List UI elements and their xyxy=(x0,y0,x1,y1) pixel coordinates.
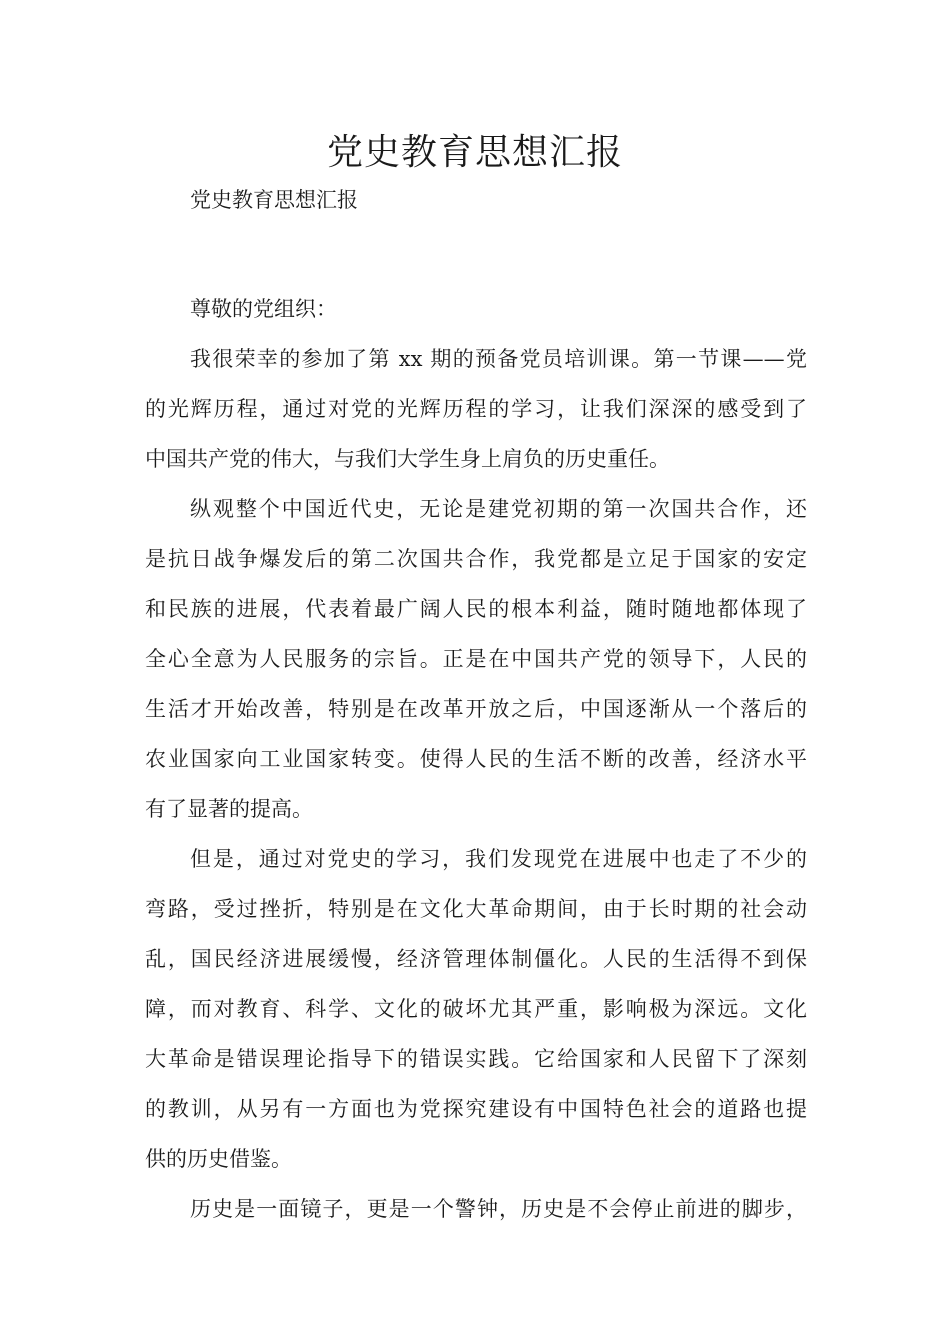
paragraph-line: 障，而对教育、科学、文化的破坏尤其严重，影响极为深远。文化 xyxy=(145,997,807,1021)
salutation: 尊敬的党组织： xyxy=(190,297,337,321)
paragraph-line: 是抗日战争爆发后的第二次国共合作，我党都是立足于国家的安定 xyxy=(145,547,807,571)
paragraph-line: 有了显著的提高。 xyxy=(145,797,313,821)
paragraph-line: 中国共产党的伟大，与我们大学生身上肩负的历史重任。 xyxy=(145,447,670,471)
document-subtitle: 党史教育思想汇报 xyxy=(190,188,358,212)
paragraph-line: 全心全意为人民服务的宗旨。正是在中国共产党的领导下，人民的 xyxy=(145,647,807,671)
paragraph-line: 但是，通过对党史的学习，我们发现党在进展中也走了不少的 xyxy=(190,847,807,871)
paragraph-line: 历史是一面镜子，更是一个警钟，历史是不会停止前进的脚步， xyxy=(190,1197,807,1221)
paragraph-line: 农业国家向工业国家转变。使得人民的生活不断的改善，经济水平 xyxy=(145,747,807,771)
paragraph-1 xyxy=(145,334,807,484)
paragraph-line: 乱，国民经济进展缓慢，经济管理体制僵化。人民的生活得不到保 xyxy=(145,947,807,971)
paragraph-line: 的光辉历程，通过对党的光辉历程的学习，让我们深深的感受到了 xyxy=(145,397,807,421)
paragraph-4 xyxy=(145,1184,807,1234)
paragraph-line: 和民族的进展，代表着最广阔人民的根本利益，随时随地都体现了 xyxy=(145,597,807,621)
paragraph-line: 的教训，从另有一方面也为党探究建设有中国特色社会的道路也提 xyxy=(145,1097,807,1121)
document-title: 党史教育思想汇报 xyxy=(326,132,623,173)
paragraph-2 xyxy=(145,484,807,834)
document-body xyxy=(145,284,807,1234)
paragraph-3 xyxy=(145,834,807,1184)
paragraph-line: 弯路，受过挫折，特别是在文化大革命期间，由于长时期的社会动 xyxy=(145,897,807,921)
paragraph-line: 我很荣幸的参加了第 xx 期的预备党员培训课。第一节课——党 xyxy=(190,347,807,371)
paragraph-line: 生活才开始改善，特别是在改革开放之后，中国逐渐从一个落后的 xyxy=(145,697,807,721)
paragraph-line: 纵观整个中国近代史，无论是建党初期的第一次国共合作，还 xyxy=(190,497,807,521)
paragraph-line: 供的历史借鉴。 xyxy=(145,1147,292,1171)
paragraph-line: 大革命是错误理论指导下的错误实践。它给国家和人民留下了深刻 xyxy=(145,1047,807,1071)
